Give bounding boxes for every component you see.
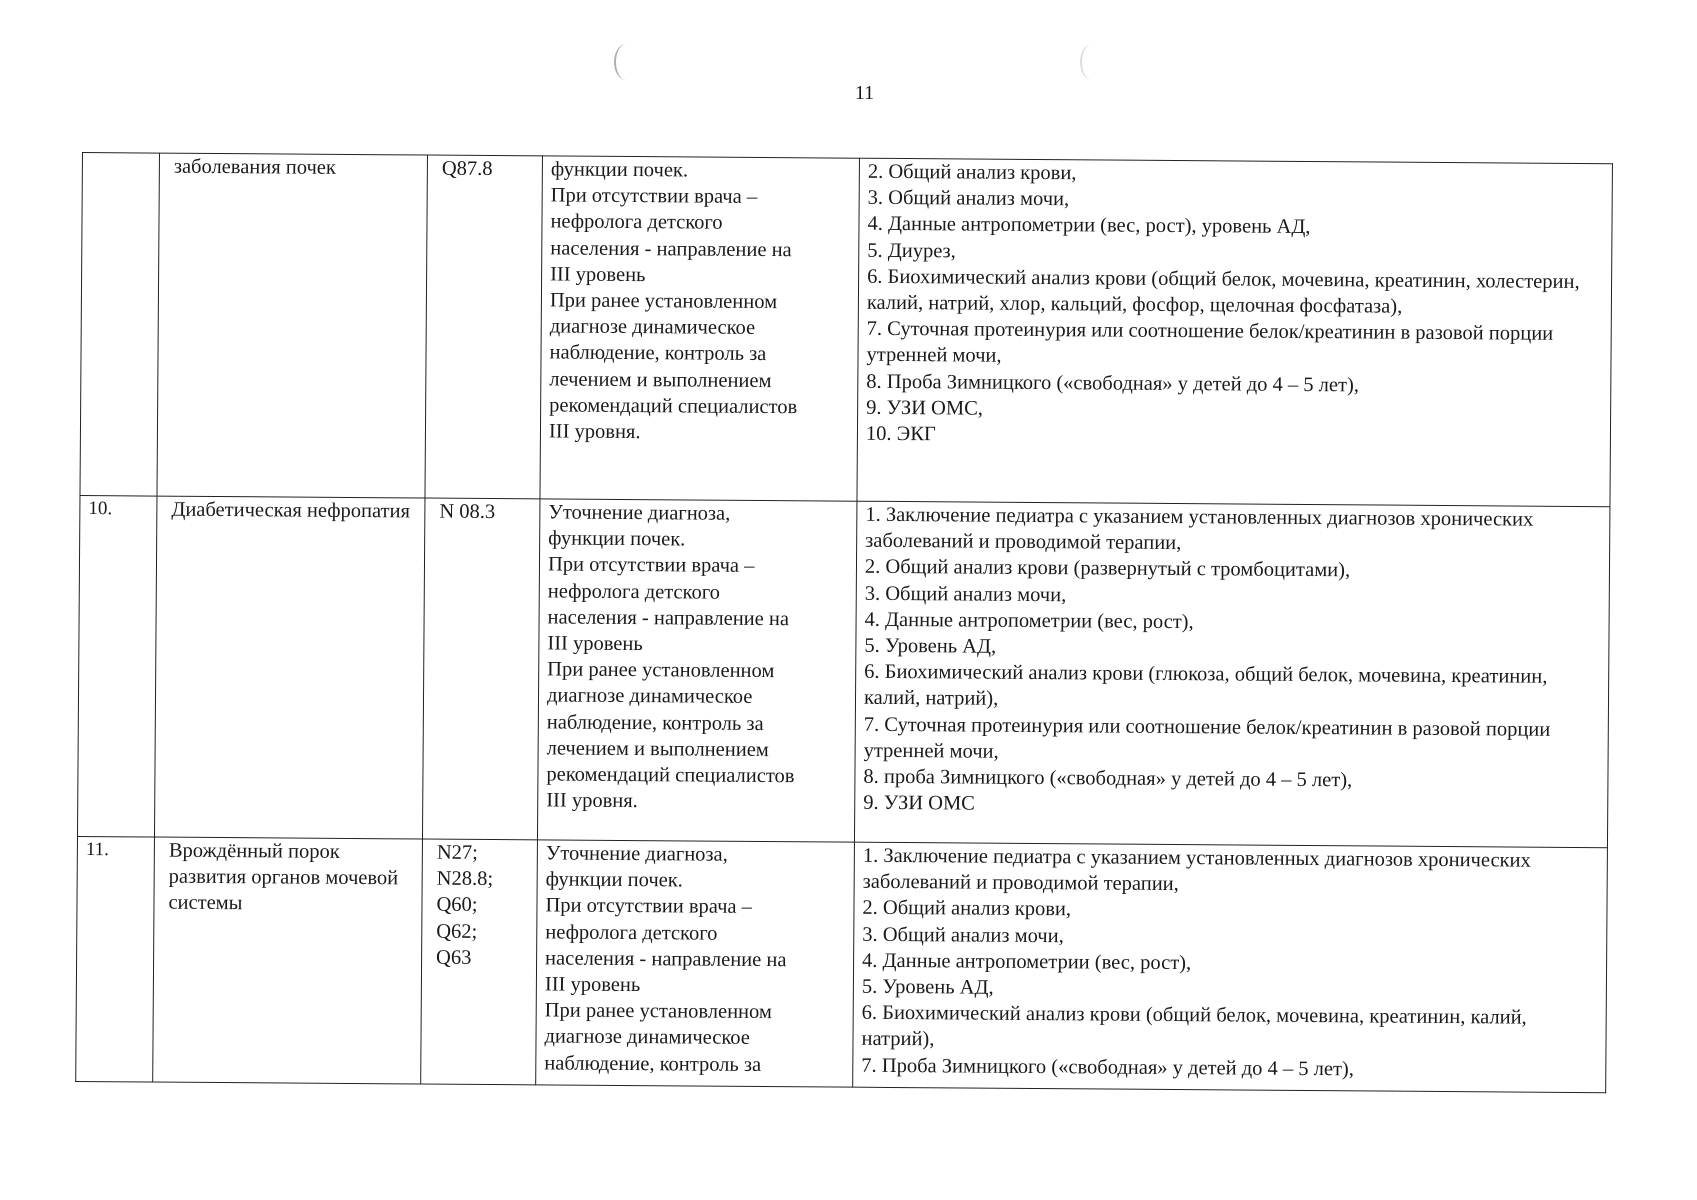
exam-item: 5. Диурез,: [867, 239, 956, 263]
goal-line: населения - направление на: [547, 606, 790, 631]
exam-item: 4. Данные антропометрии (вес, рост),: [862, 949, 1192, 974]
goal-line: нефролога детского: [550, 210, 723, 235]
goal-line: функции почек.: [548, 527, 686, 551]
goal-line: III уровень: [544, 973, 641, 997]
goal-line: населения - направление на: [545, 947, 787, 971]
row-number-cell: [80, 153, 160, 497]
goal-cell: [540, 156, 860, 501]
goal-line: рекомендаций специалистов: [549, 394, 798, 419]
icd-code: Q63: [436, 946, 472, 969]
exam-item: 6. Биохимический анализ крови (глюкоза, общий белок, мочевина, креатинин, калий, натрий),: [863, 660, 1548, 711]
goal-line: диагнозе динамическое: [546, 684, 753, 709]
goal-line: Уточнение диагноза,: [545, 842, 728, 866]
goal-line: При ранее установленном: [549, 289, 778, 314]
exam-item: 5. Уровень АД,: [861, 975, 994, 999]
row-number-cell: [77, 495, 156, 837]
exam-item: 3. Общий анализ мочи,: [862, 923, 1064, 947]
goal-line: При ранее установленном: [544, 999, 772, 1024]
icd-code: N28.8;: [436, 867, 494, 891]
exam-item: 10. ЭКГ: [865, 422, 936, 446]
table-row: [80, 153, 1612, 507]
goal-line: III уровень: [547, 632, 643, 656]
page-number: 11: [854, 82, 875, 104]
exam-item: 2. Общий анализ крови (развернутый с тромбоцитами),: [864, 556, 1351, 582]
goal-line: нефролога детского: [545, 921, 718, 945]
goal-line: функции почек.: [545, 868, 683, 892]
exam-item: 5. Уровень АД,: [864, 634, 997, 658]
goal-line: При отсутствии врача –: [545, 894, 752, 919]
goal-line: наблюдение, контроль за: [549, 341, 767, 366]
goal-line: III уровень: [550, 263, 646, 286]
goal-line: наблюдение, контроль за: [544, 1052, 762, 1076]
exam-item: 2. Общий анализ крови,: [867, 160, 1077, 185]
icd-code: Q87.8: [441, 157, 493, 181]
icd-code: N27;: [436, 841, 478, 864]
diagnosis-cell: [157, 153, 428, 498]
goal-cell: [536, 840, 855, 1087]
goal-line: населения - направление на: [550, 237, 792, 261]
exam-item: 4. Данные антропометрии (вес, рост),: [864, 608, 1194, 633]
exams-cell: [854, 501, 1609, 848]
exam-item: 7. Суточная протеинурия или соотношение белок/креатинин в разовой порции утренней мочи,: [863, 713, 1551, 763]
row-number: 11.: [85, 839, 110, 861]
goal-line: функции почек.: [550, 158, 689, 182]
exam-item: 9. УЗИ ОМС: [863, 791, 975, 815]
goal-line: При ранее установленном: [547, 658, 775, 683]
goal-line: лечением и выполнением: [549, 368, 772, 392]
goal-line: III уровня.: [546, 789, 638, 813]
exam-item: 3. Общий анализ мочи,: [864, 582, 1067, 606]
table-row: [77, 495, 1609, 847]
table-row: [76, 836, 1608, 1092]
diagnosis-name: Диабетическая нефропатия: [171, 498, 411, 523]
goal-line: наблюдение, контроль за: [546, 711, 764, 735]
goal-cell: [537, 499, 856, 842]
goal-line: III уровня.: [548, 420, 641, 444]
exam-item: 4. Данные антропометрии (вес, рост), уровень АД,: [867, 213, 1311, 239]
icd-code-cell: [425, 155, 543, 499]
exams-cell: [853, 842, 1608, 1093]
diagnosis-name: заболевания почек: [173, 155, 336, 179]
icd-code: N 08.3: [439, 500, 496, 524]
icd-code-cell: [421, 839, 538, 1085]
exam-item: 7. Проба Зимницкого («свободная» у детей до 4 – 5 лет),: [861, 1054, 1355, 1080]
goal-line: диагнозе динамическое: [549, 315, 756, 340]
goal-line: лечением и выполнением: [546, 737, 769, 761]
row-number: 10.: [88, 498, 113, 520]
punch-hole-mark: [614, 44, 638, 80]
exam-item: 3. Общий анализ мочи,: [867, 186, 1070, 211]
exam-item: 1. Заключение педиатра с указанием установленных диагнозов хронических заболеваний и проводимой терапии,: [865, 503, 1534, 555]
exam-item: 2. Общий анализ крови,: [862, 897, 1072, 921]
exam-item: 6. Биохимический анализ крови (общий белок, мочевина, креатинин, холестерин, калий, натрий, хлор, кальций, фосфор, щелочная фосфатаза),: [866, 265, 1580, 318]
examination-table: [75, 152, 1613, 1093]
goal-line: При отсутствии врача –: [547, 553, 755, 578]
punch-hole-mark: [1080, 44, 1104, 80]
diagnosis-name: Врождённый порок развития органов мочевой системы: [168, 839, 399, 915]
icd-code: Q62;: [436, 920, 478, 943]
goal-line: Уточнение диагноза,: [548, 501, 731, 525]
goal-line: нефролога детского: [547, 580, 720, 604]
icd-code-cell: [422, 498, 539, 840]
exam-item: 1. Заключение педиатра с указанием установленных диагнозов хронических заболеваний и проводимой терапии,: [862, 844, 1531, 896]
diagnosis-cell: [154, 496, 424, 839]
goal-line: рекомендаций специалистов: [546, 763, 795, 788]
goal-line: При отсутствии врача –: [550, 184, 758, 209]
exam-item: 8. проба Зимницкого («свободная» у детей до 4 – 5 лет),: [863, 765, 1353, 792]
exams-cell: [857, 158, 1612, 507]
icd-code: Q60;: [436, 894, 478, 917]
goal-line: диагнозе динамическое: [544, 1025, 751, 1050]
exam-item: 6. Биохимический анализ крови (общий белок, мочевина, креатинин, калий, натрий),: [861, 1001, 1527, 1051]
exam-item: 7. Суточная протеинурия или соотношение белок/креатинин в разовой порции утренней мочи,: [866, 317, 1554, 368]
diagnosis-cell: [153, 837, 423, 1084]
row-number-cell: [76, 836, 155, 1082]
exam-item: 8. Проба Зимницкого («свободная» у детей до 4 – 5 лет),: [866, 370, 1360, 396]
exam-item: 9. УЗИ ОМС,: [866, 396, 984, 420]
